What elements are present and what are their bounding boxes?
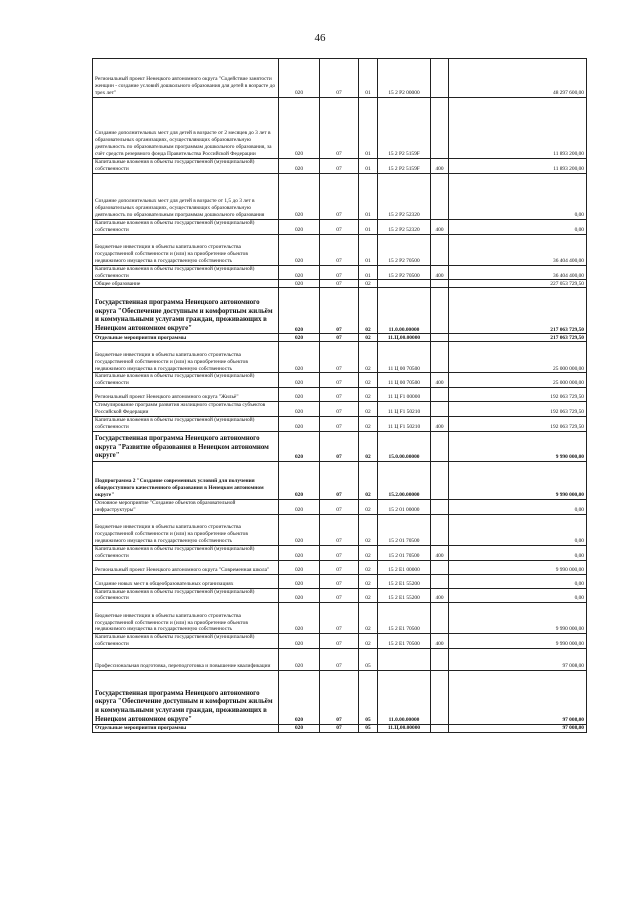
item-name-cell: Капитальные вложения в объекты государственной (муниципальной) собственности [93, 545, 279, 560]
table-row [93, 59, 587, 98]
expense-type-code-cell [431, 288, 449, 334]
section-code-cell: 07 [320, 431, 359, 461]
section-code-cell: 07 [320, 265, 359, 280]
table-row [93, 173, 587, 219]
section-code-cell: 07 [320, 234, 359, 265]
item-name-cell: Создание дополнительных мест для детей в возрасте от 2 месяцев до 3 лет в образовательных организациях, осуществляющих образовательную деятельность по образовательным программам дошкольного образования, за счёт средств резервного фонда Правительства Российской Федерации [93, 98, 279, 159]
section-code-cell: 07 [320, 280, 359, 288]
expense-type-code-cell [431, 334, 449, 342]
subsection-code-cell: 01 [359, 173, 378, 219]
section-code-cell: 07 [320, 59, 359, 98]
ministry-code-cell: 020 [279, 388, 320, 402]
subsection-code-cell: 02 [359, 574, 378, 588]
table-row [93, 725, 587, 733]
item-name-cell: Государственная программа Ненецкого автономного округа "Развитие образования в Ненецком автономном округе" [93, 431, 279, 461]
target-article-code-cell: 15 2 E1 70500 [378, 634, 431, 649]
target-article-code-cell: 15 2 P2 5159F [378, 98, 431, 159]
section-code-cell: 07 [320, 634, 359, 649]
subsection-code-cell: 02 [359, 431, 378, 461]
amount-cell: 227 053 729,50 [449, 280, 587, 288]
expense-type-code-cell [431, 98, 449, 159]
amount-cell: 192 063 729,50 [449, 402, 587, 417]
amount-cell: 192 063 729,50 [449, 388, 587, 402]
section-code-cell: 07 [320, 342, 359, 373]
subsection-code-cell: 02 [359, 334, 378, 342]
section-code-cell: 07 [320, 288, 359, 334]
ministry-code-cell: 020 [279, 234, 320, 265]
target-article-code-cell: 11 Ц 00 70500 [378, 342, 431, 373]
subsection-code-cell: 01 [359, 159, 378, 174]
item-name-cell: Капитальные вложения в объекты государственной (муниципальной) собственности [93, 265, 279, 280]
target-article-code-cell: 15 2 E1 70500 [378, 603, 431, 634]
budget-table-body [93, 59, 587, 733]
amount-cell: 0,00 [449, 219, 587, 234]
item-name-cell: Капитальные вложения в объекты государственной (муниципальной) собственности [93, 219, 279, 234]
subsection-code-cell: 02 [359, 588, 378, 603]
ministry-code-cell: 020 [279, 634, 320, 649]
target-article-code-cell: 15 2 E1 55200 [378, 588, 431, 603]
target-article-code-cell [378, 280, 431, 288]
table-row [93, 560, 587, 574]
target-article-code-cell: 15 2 P2 70500 [378, 234, 431, 265]
subsection-code-cell: 02 [359, 603, 378, 634]
amount-cell: 9 990 000,00 [449, 560, 587, 574]
table-row [93, 634, 587, 649]
target-article-code-cell [378, 649, 431, 671]
ministry-code-cell: 020 [279, 402, 320, 417]
table-row [93, 98, 587, 159]
item-name-cell: Создание дополнительных мест для детей в возрасте от 1,5 до 3 лет в образовательных организациях, осуществляющих образовательную деятельность по образовательным программам дошкольного образования [93, 173, 279, 219]
item-name-cell: Создание новых мест в общеобразовательных организациях [93, 574, 279, 588]
amount-cell: 0,00 [449, 499, 587, 514]
subsection-code-cell: 02 [359, 288, 378, 334]
target-article-code-cell: 11.0.00.00000 [378, 288, 431, 334]
item-name-cell: Капитальные вложения в объекты государственной (муниципальной) собственности [93, 159, 279, 174]
section-code-cell: 07 [320, 219, 359, 234]
expense-type-code-cell [431, 59, 449, 98]
item-name-cell: Капитальные вложения в объекты государственной (муниципальной) собственности [93, 634, 279, 649]
subsection-code-cell: 02 [359, 417, 378, 432]
amount-cell: 9 990 000,00 [449, 603, 587, 634]
subsection-code-cell: 05 [359, 671, 378, 725]
subsection-code-cell: 02 [359, 373, 378, 388]
section-code-cell: 07 [320, 98, 359, 159]
ministry-code-cell: 020 [279, 280, 320, 288]
expense-type-code-cell [431, 388, 449, 402]
table-row [93, 417, 587, 432]
ministry-code-cell: 020 [279, 98, 320, 159]
table-row [93, 603, 587, 634]
ministry-code-cell: 020 [279, 461, 320, 499]
amount-cell: 97 008,00 [449, 671, 587, 725]
subsection-code-cell: 02 [359, 402, 378, 417]
expense-type-code-cell [431, 499, 449, 514]
section-code-cell: 07 [320, 560, 359, 574]
ministry-code-cell: 020 [279, 431, 320, 461]
target-article-code-cell: 15.0.00.00000 [378, 431, 431, 461]
table-row [93, 388, 587, 402]
table-row [93, 649, 587, 671]
section-code-cell: 07 [320, 649, 359, 671]
section-code-cell: 07 [320, 671, 359, 725]
target-article-code-cell: 11.0.00.00000 [378, 671, 431, 725]
expense-type-code-cell [431, 234, 449, 265]
target-article-code-cell: 15 2 P2 52320 [378, 173, 431, 219]
target-article-code-cell: 15 2 P2 70500 [378, 265, 431, 280]
subsection-code-cell: 05 [359, 725, 378, 733]
table-row [93, 671, 587, 725]
section-code-cell: 07 [320, 334, 359, 342]
ministry-code-cell: 020 [279, 334, 320, 342]
amount-cell: 0,00 [449, 588, 587, 603]
item-name-cell: Профессиональная подготовка, переподготовка и повышение квалификации [93, 649, 279, 671]
ministry-code-cell: 020 [279, 417, 320, 432]
ministry-code-cell: 020 [279, 265, 320, 280]
ministry-code-cell: 020 [279, 159, 320, 174]
item-name-cell: Стимулирование программ развития жилищного строительства субъектов Российской Федерации [93, 402, 279, 417]
subsection-code-cell: 01 [359, 59, 378, 98]
expense-type-code-cell [431, 461, 449, 499]
amount-cell: 9 990 000,00 [449, 461, 587, 499]
amount-cell: 217 063 729,50 [449, 334, 587, 342]
section-code-cell: 07 [320, 461, 359, 499]
target-article-code-cell: 15.2.00.00000 [378, 461, 431, 499]
amount-cell: 192 063 729,50 [449, 417, 587, 432]
table-row [93, 499, 587, 514]
amount-cell: 9 990 000,00 [449, 634, 587, 649]
ministry-code-cell: 020 [279, 671, 320, 725]
target-article-code-cell: 15 2 01 70500 [378, 545, 431, 560]
subsection-code-cell: 02 [359, 560, 378, 574]
page-number: 46 [314, 32, 326, 44]
section-code-cell: 07 [320, 373, 359, 388]
section-code-cell: 07 [320, 725, 359, 733]
item-name-cell: Подпрограмма 2 "Создание современных условий для получения общедоступного качественного образования в Ненецком автономном округе" [93, 461, 279, 499]
table-row [93, 288, 587, 334]
table-row [93, 431, 587, 461]
ministry-code-cell: 020 [279, 649, 320, 671]
table-row [93, 574, 587, 588]
table-row [93, 234, 587, 265]
subsection-code-cell: 01 [359, 234, 378, 265]
target-article-code-cell: 11 Ц 00 70500 [378, 373, 431, 388]
target-article-code-cell: 11.Ц.00.00000 [378, 334, 431, 342]
amount-cell: 36 404 400,00 [449, 234, 587, 265]
table-row [93, 159, 587, 174]
subsection-code-cell: 02 [359, 280, 378, 288]
subsection-code-cell: 05 [359, 649, 378, 671]
item-name-cell: Региональный проект Ненецкого автономного округа "Современная школа" [93, 560, 279, 574]
subsection-code-cell: 01 [359, 98, 378, 159]
table-row [93, 219, 587, 234]
item-name-cell: Бюджетные инвестиции в объекты капитального строительства государственной собственности и (или) на приобретение объектов недвижимого имущества в государственную собственность [93, 234, 279, 265]
amount-cell: 48 297 600,00 [449, 59, 587, 98]
ministry-code-cell: 020 [279, 603, 320, 634]
expense-type-code-cell: 400 [431, 219, 449, 234]
subsection-code-cell: 02 [359, 342, 378, 373]
table-row [93, 402, 587, 417]
expense-type-code-cell [431, 649, 449, 671]
amount-cell: 36 404 400,00 [449, 265, 587, 280]
ministry-code-cell: 020 [279, 373, 320, 388]
expense-type-code-cell [431, 725, 449, 733]
table-row [93, 461, 587, 499]
amount-cell: 11 893 200,00 [449, 98, 587, 159]
ministry-code-cell: 020 [279, 545, 320, 560]
amount-cell: 217 063 729,50 [449, 288, 587, 334]
table-row [93, 280, 587, 288]
expense-type-code-cell [431, 560, 449, 574]
table-row [93, 265, 587, 280]
ministry-code-cell: 020 [279, 499, 320, 514]
item-name-cell: Отдельные мероприятия программы [93, 725, 279, 733]
ministry-code-cell: 020 [279, 59, 320, 98]
amount-cell: 25 000 000,00 [449, 342, 587, 373]
section-code-cell: 07 [320, 159, 359, 174]
target-article-code-cell: 15 2 01 00000 [378, 499, 431, 514]
subsection-code-cell: 02 [359, 545, 378, 560]
amount-cell: 9 990 000,00 [449, 431, 587, 461]
subsection-code-cell: 02 [359, 388, 378, 402]
expense-type-code-cell: 400 [431, 159, 449, 174]
target-article-code-cell: 11.Ц.00.00000 [378, 725, 431, 733]
item-name-cell: Бюджетные инвестиции в объекты капитального строительства государственной собственности и (или) на приобретение объектов недвижимого имущества в государственную собственность [93, 514, 279, 545]
item-name-cell: Государственная программа Ненецкого автономного округа "Обеспечение доступным и комфортным жильём и коммунальными услугами граждан, проживающих в Ненецком автономном округе" [93, 288, 279, 334]
target-article-code-cell: 11 Ц F1 00000 [378, 388, 431, 402]
expense-type-code-cell [431, 173, 449, 219]
expense-type-code-cell [431, 671, 449, 725]
table-row [93, 588, 587, 603]
expense-type-code-cell [431, 342, 449, 373]
target-article-code-cell: 15 2 E1 55200 [378, 574, 431, 588]
expense-type-code-cell [431, 402, 449, 417]
item-name-cell: Бюджетные инвестиции в объекты капитального строительства государственной собственности и (или) на приобретение объектов недвижимого имущества в государственную собственность [93, 603, 279, 634]
expense-type-code-cell [431, 514, 449, 545]
expense-type-code-cell [431, 431, 449, 461]
section-code-cell: 07 [320, 402, 359, 417]
amount-cell: 0,00 [449, 173, 587, 219]
table-row [93, 334, 587, 342]
ministry-code-cell: 020 [279, 173, 320, 219]
item-name-cell: Основное мероприятие "Создание объектов образовательной инфраструктуры" [93, 499, 279, 514]
table-row [93, 342, 587, 373]
expense-type-code-cell: 400 [431, 417, 449, 432]
section-code-cell: 07 [320, 499, 359, 514]
section-code-cell: 07 [320, 574, 359, 588]
item-name-cell: Капитальные вложения в объекты государственной (муниципальной) собственности [93, 417, 279, 432]
section-code-cell: 07 [320, 603, 359, 634]
item-name-cell: Региональный проект Ненецкого автономного округа "Содействие занятости женщин - создание условий дошкольного образования для детей в возрасте до трех лет" [93, 59, 279, 98]
item-name-cell: Общее образование [93, 280, 279, 288]
ministry-code-cell: 020 [279, 725, 320, 733]
section-code-cell: 07 [320, 173, 359, 219]
expense-type-code-cell [431, 603, 449, 634]
amount-cell: 0,00 [449, 574, 587, 588]
budget-table [92, 58, 587, 733]
ministry-code-cell: 020 [279, 288, 320, 334]
ministry-code-cell: 020 [279, 574, 320, 588]
ministry-code-cell: 020 [279, 560, 320, 574]
subsection-code-cell: 02 [359, 499, 378, 514]
target-article-code-cell: 15 2 P2 00000 [378, 59, 431, 98]
table-row [93, 545, 587, 560]
expense-type-code-cell: 400 [431, 588, 449, 603]
section-code-cell: 07 [320, 514, 359, 545]
subsection-code-cell: 02 [359, 514, 378, 545]
target-article-code-cell: 15 2 P2 5159F [378, 159, 431, 174]
expense-type-code-cell: 400 [431, 545, 449, 560]
section-code-cell: 07 [320, 545, 359, 560]
expense-type-code-cell [431, 574, 449, 588]
amount-cell: 97 008,00 [449, 725, 587, 733]
table-row [93, 514, 587, 545]
table-row [93, 373, 587, 388]
target-article-code-cell: 11 Ц F1 50210 [378, 417, 431, 432]
item-name-cell: Капитальные вложения в объекты государственной (муниципальной) собственности [93, 588, 279, 603]
item-name-cell: Отдельные мероприятия программы [93, 334, 279, 342]
item-name-cell: Региональный проект Ненецкого автономного округа "Жильё" [93, 388, 279, 402]
item-name-cell: Государственная программа Ненецкого автономного округа "Обеспечение доступным и комфортным жильём и коммунальными услугами граждан, проживающих в Ненецком автономном округе" [93, 671, 279, 725]
amount-cell: 0,00 [449, 545, 587, 560]
subsection-code-cell: 02 [359, 634, 378, 649]
section-code-cell: 07 [320, 588, 359, 603]
subsection-code-cell: 01 [359, 265, 378, 280]
amount-cell: 97 008,00 [449, 649, 587, 671]
target-article-code-cell: 15 2 01 70500 [378, 514, 431, 545]
subsection-code-cell: 02 [359, 461, 378, 499]
amount-cell: 0,00 [449, 514, 587, 545]
expense-type-code-cell: 400 [431, 634, 449, 649]
expense-type-code-cell: 400 [431, 373, 449, 388]
amount-cell: 11 893 200,00 [449, 159, 587, 174]
item-name-cell: Бюджетные инвестиции в объекты капитального строительства государственной собственности и (или) на приобретение объектов недвижимого имущества в государственную собственность [93, 342, 279, 373]
ministry-code-cell: 020 [279, 342, 320, 373]
expense-type-code-cell [431, 280, 449, 288]
section-code-cell: 07 [320, 388, 359, 402]
subsection-code-cell: 01 [359, 219, 378, 234]
amount-cell: 25 000 000,00 [449, 373, 587, 388]
target-article-code-cell: 15 2 P2 52320 [378, 219, 431, 234]
ministry-code-cell: 020 [279, 219, 320, 234]
section-code-cell: 07 [320, 417, 359, 432]
target-article-code-cell: 11 Ц F1 50210 [378, 402, 431, 417]
ministry-code-cell: 020 [279, 514, 320, 545]
expense-type-code-cell: 400 [431, 265, 449, 280]
item-name-cell: Капитальные вложения в объекты государственной (муниципальной) собственности [93, 373, 279, 388]
ministry-code-cell: 020 [279, 588, 320, 603]
target-article-code-cell: 15 2 E1 00000 [378, 560, 431, 574]
